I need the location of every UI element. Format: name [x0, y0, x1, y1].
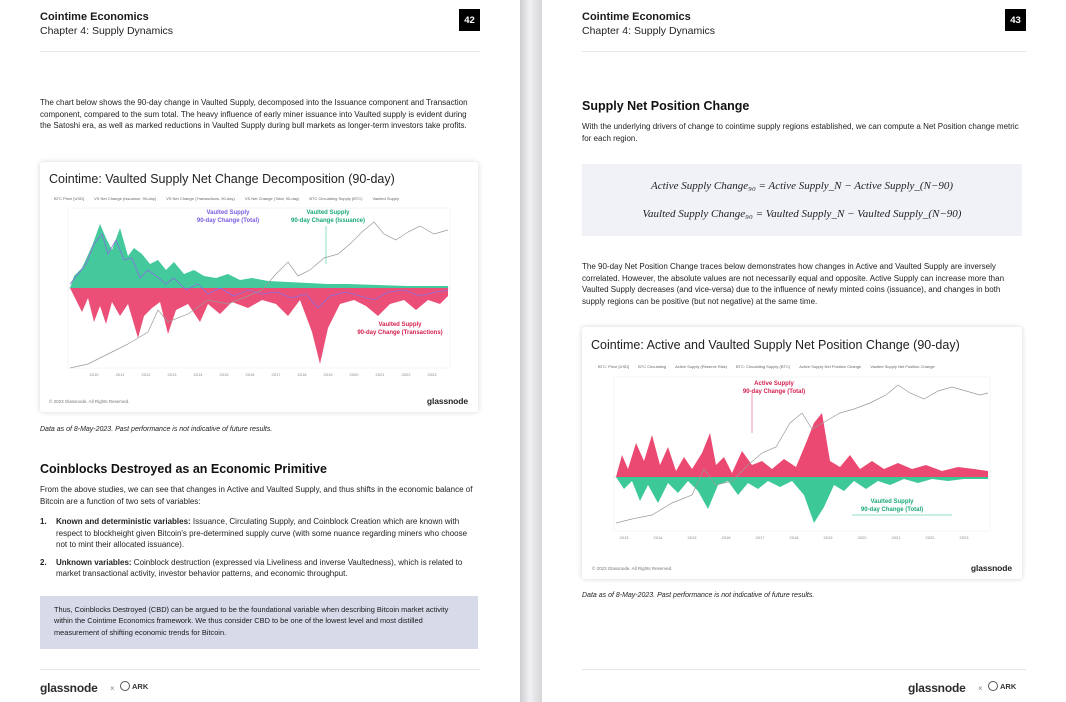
left-page	[0, 0, 520, 702]
x-tick: 2016	[721, 535, 731, 540]
chart-title: Cointime: Active and Vaulted Supply Net Position Change (90-day)	[591, 338, 960, 352]
x-tick: 2010	[89, 372, 99, 377]
list-item	[40, 516, 478, 551]
page-number: 43	[1005, 9, 1026, 31]
book-gutter	[520, 0, 542, 702]
list-bold: Unknown variables:	[56, 557, 132, 567]
annotation-vaulted-line2: 90-day Change (Total)	[860, 507, 924, 513]
glassnode-logo: glassnode	[908, 681, 966, 695]
header-title: Cointime Economics	[582, 11, 691, 23]
x-tick: 2022	[925, 535, 935, 540]
page-number: 42	[459, 9, 480, 31]
chart-card-net-position	[582, 327, 1022, 579]
list-text: Issuance, Circulating Supply, and Coinblock Creation which are known with respect to blockheight given Bitcoin's pre-determined supply curve (with some nuance regarding miners who choose not to mint their allocated issuance).	[56, 517, 468, 550]
net-position-chart	[592, 373, 1012, 555]
annotation-transactions-line1: Vaulted Supply	[378, 322, 422, 328]
x-tick: 2021	[891, 535, 901, 540]
chart-legend	[54, 196, 424, 201]
annotation-transactions-line2: 90-day Change (Transactions)	[357, 330, 443, 336]
annotation-active-line2: 90-day Change (Total)	[742, 389, 806, 395]
legend-item: Vaulted Supply Net Position Change	[870, 364, 935, 369]
x-tick: 2018	[789, 535, 799, 540]
callout-box: Thus, Coinblocks Destroyed (CBD) can be argued to be the foundational variable when describing Bitcoin market activity within the Cointime Economics framework. We thus consider CBD to be one of the lowest level and most distilled measurement of shifting economic trends for Bitcoin.	[40, 596, 478, 649]
chart-copyright: © 2023 Glassnode. All Rights Reserved.	[49, 399, 130, 404]
times-glyph: ×	[110, 684, 115, 693]
page-header	[582, 0, 1026, 52]
x-tick: 2022	[401, 372, 411, 377]
formula-box	[582, 164, 1022, 236]
ark-logo	[988, 681, 1016, 691]
legend-item: VS Net Change (Transactions, 90-day)	[166, 196, 235, 201]
x-tick: 2017	[271, 372, 281, 377]
data-note: Data as of 8-May-2023. Past performance is not indicative of future results.	[582, 592, 815, 599]
list-text: Coinblock destruction (expressed via Liveliness and inverse Vaultedness), which is related to market transactional activity, investor behavior patterns, and economic throughput.	[56, 557, 463, 579]
x-tick: 2015	[219, 372, 229, 377]
body-paragraph: The 90-day Net Position Change traces below demonstrates how changes in Active and Vaulted Supply are inversely correlated. However, the absolute values are not necessarily equal and opposite. Active Supply can increase more than Vaulted Supply decreases (and vice-versa) due to the influence of newly minted coins (issuance), and changes in both supply regions can be positive (but not negative) at the same time.	[582, 262, 1005, 306]
x-tick: 2023	[959, 535, 969, 540]
list-number: 2.	[40, 557, 47, 567]
section-heading: Supply Net Position Change	[582, 99, 750, 113]
annotation-active-line1: Active Supply	[754, 381, 794, 387]
section-intro: From the above studies, we can see that changes in Active and Vaulted Supply, and thus shifts in the economic balance of Bitcoin are a function of two sets of variables:	[40, 485, 473, 506]
x-tick: 2020	[857, 535, 867, 540]
legend-item: BTC Circulating	[638, 364, 667, 369]
header-subtitle: Chapter 4: Supply Dynamics	[582, 25, 716, 37]
ark-circle-icon	[120, 681, 130, 691]
section-heading: Coinblocks Destroyed as an Economic Primitive	[40, 462, 327, 476]
ark-label: ARK	[1000, 681, 1017, 691]
ark-logo	[120, 681, 148, 691]
data-note: Data as of 8-May-2023. Past performance is not indicative of future results.	[40, 426, 273, 433]
x-axis-years	[620, 535, 970, 540]
glassnode-logo: glassnode	[40, 681, 98, 695]
legend-item: BTC: Price [USD]	[598, 364, 630, 369]
list-number: 1.	[40, 517, 47, 526]
x-tick: 2016	[245, 372, 255, 377]
ark-circle-icon	[988, 681, 998, 691]
chart-title: Cointime: Vaulted Supply Net Change Decomposition (90-day)	[49, 172, 395, 186]
chart-logo: glassnode	[426, 396, 468, 406]
intro-paragraph: With the underlying drivers of change to cointime supply regions established, we can compute a Net Position change metric for each region.	[582, 122, 1019, 143]
legend-item: VS Net Change (Issuance, 90-day)	[94, 196, 157, 201]
formula-vaulted: Vaulted Supply Change₉₀ = Vaulted Supply_N − Vaulted Supply_(N−90)	[642, 208, 962, 220]
times-glyph: ×	[978, 684, 983, 693]
intro-paragraph: The chart below shows the 90-day change in Vaulted Supply, decomposed into the Issuance component and Transaction component, compared to the sum total. The heavy influence of early miner issuance into Vaulted supply is evident during the Satoshi era, as well as marked reductions in Vaulted Supply during bull markets as longer-term investors take profits.	[40, 98, 468, 131]
legend-item: BTC Price [USD]	[54, 196, 85, 201]
x-tick: 2013	[167, 372, 177, 377]
legend-item: Vaulted Supply	[372, 196, 400, 201]
legend-item: Active Supply Net Position Change	[799, 364, 862, 369]
formula-active: Active Supply Change₉₀ = Active Supply_N − Active Supply_(N−90)	[651, 180, 953, 192]
chart-logo: glassnode	[970, 563, 1012, 573]
header-subtitle: Chapter 4: Supply Dynamics	[40, 25, 174, 37]
annotation-issuance-line1: Vaulted Supply	[306, 210, 350, 216]
annotation-issuance-line2: 90-day Change (Issuance)	[290, 218, 366, 224]
list-item	[40, 557, 478, 580]
x-tick: 2014	[653, 535, 663, 540]
x-tick: 2014	[193, 372, 203, 377]
annotation-total-line1: Vaulted Supply	[206, 210, 250, 216]
chart-card-vaulted	[40, 162, 478, 412]
legend-item: BTC Circulating Supply (BTC)	[309, 196, 363, 201]
x-tick: 2013	[619, 535, 629, 540]
x-tick: 2023	[427, 372, 437, 377]
header-title: Cointime Economics	[40, 11, 149, 23]
x-axis-years	[90, 372, 438, 377]
legend-item: VS Net Change (Total, 90-day)	[244, 196, 300, 201]
page-footer	[40, 669, 480, 702]
legend-item: BTC: Circulating Supply (BTC)	[735, 364, 791, 369]
x-tick: 2020	[349, 372, 359, 377]
ark-label: ARK	[132, 681, 149, 691]
chart-legend	[598, 364, 998, 369]
x-tick: 2021	[375, 372, 385, 377]
chart-copyright: © 2023 Glassnode. All Rights Reserved.	[592, 566, 673, 571]
legend-item: Active Supply (Reserve Risk)	[675, 364, 727, 369]
annotation-total-line2: 90-day Change (Total)	[196, 218, 260, 224]
page-footer	[582, 669, 1026, 702]
variables-list	[40, 516, 478, 580]
x-tick: 2018	[297, 372, 307, 377]
x-tick: 2011	[115, 372, 125, 377]
annotation-vaulted-line1: Vaulted Supply	[870, 499, 914, 505]
right-page	[542, 0, 1066, 702]
x-tick: 2012	[141, 372, 151, 377]
x-tick: 2019	[323, 372, 333, 377]
x-tick: 2015	[687, 535, 697, 540]
page-header	[40, 0, 480, 52]
vaulted-decomposition-chart	[48, 204, 468, 394]
list-bold: Known and deterministic variables:	[56, 517, 191, 526]
x-tick: 2019	[823, 535, 833, 540]
x-tick: 2017	[755, 535, 765, 540]
